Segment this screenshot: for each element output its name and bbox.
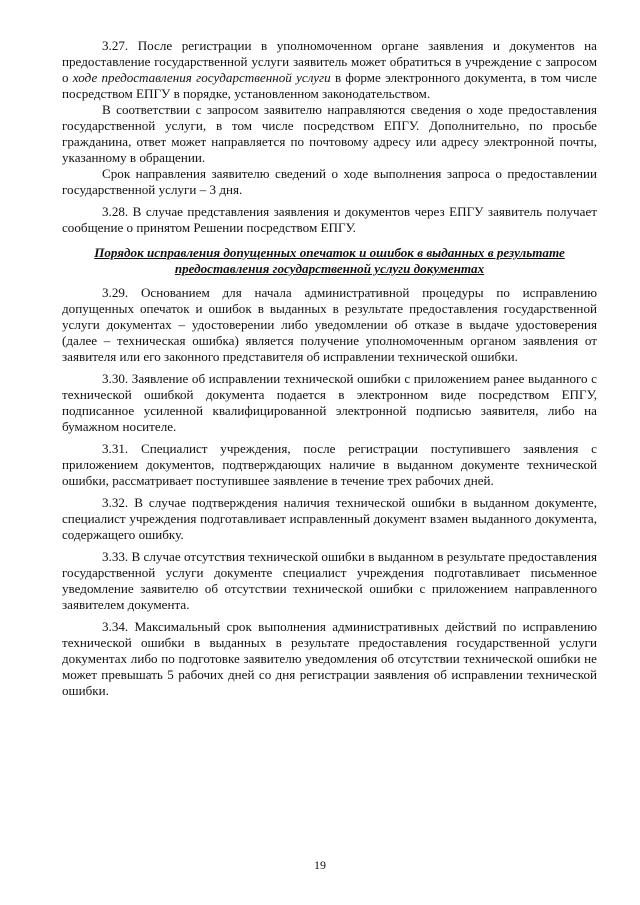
paragraph — [62, 371, 597, 435]
paragraph — [62, 495, 597, 543]
italic-text-segment: ходе предоставления государственной услуги — [72, 70, 331, 85]
paragraph — [62, 38, 597, 102]
page-number: 19 — [314, 858, 326, 872]
text-segment: 3.29. Основанием для начала административной процедуры по исправлению допущенных опечаток и ошибок в выданных в результате предоставления государственной услуги документах – удостоверении либо уведомлении об отказе в выдаче удостоверения (далее – техническая ошибка) является получение уполномоченным органом заявления от заявителя или его законного представителя об исправлении технической ошибки. — [62, 285, 597, 364]
paragraphs-before-heading — [62, 38, 597, 236]
section-heading: Порядок исправления допущенных опечаток и ошибок в выданных в результате предоставления государственной услуги документах — [94, 245, 565, 276]
text-segment: в форме электронного документа, в том числе посредством ЕПГУ в порядке, установленном законодательством. — [62, 70, 597, 101]
paragraph — [62, 204, 597, 236]
text-segment: 3.34. Максимальный срок выполнения административных действий по исправлению технической ошибки в выданных в результате предоставления государственной услуги документах либо по подготовке заявителю уведомления об отсутствии технической ошибки не может превышать 5 рабочих дней со дня регистрации заявления об исправлении технической ошибки. — [62, 619, 597, 698]
document-page — [62, 38, 597, 699]
text-segment: 3.28. В случае представления заявления и документов через ЕПГУ заявитель получает сообщение о принятом Решении посредством ЕПГУ. — [62, 204, 597, 235]
text-segment: В соответствии с запросом заявителю направляются сведения о ходе предоставления государственной услуги, в том числе посредством ЕПГУ. Дополнительно, по просьбе гражданина, ответ может направляется по почтовому адресу или адресу электронной почты, указанному в обращении. — [62, 102, 597, 165]
text-segment: 3.33. В случае отсутствия технической ошибки в выданном в результате предоставления государственной услуги документе специалист учреждения подготавливает письменное уведомление заявителю об отсутствии технической ошибки с приложением направленного заявителем документа. — [62, 549, 597, 612]
text-segment: 3.30. Заявление об исправлении технической ошибки с приложением ранее выданного с технической ошибкой документа подается в электронном виде посредством ЕПГУ, подписанное усиленной квалифицированной электронной подписью заявителя, либо на бумажном носителе. — [62, 371, 597, 434]
paragraph — [62, 166, 597, 198]
paragraph — [62, 549, 597, 613]
paragraphs-after-heading — [62, 285, 597, 699]
paragraph — [62, 619, 597, 699]
paragraph — [62, 285, 597, 365]
text-segment: 3.31. Специалист учреждения, после регистрации поступившего заявления с приложением документов, подтверждающих наличие в выданном документе технической ошибки, рассматривает поступившее заявление в течение трех рабочих дней. — [62, 441, 597, 488]
paragraph — [62, 441, 597, 489]
text-segment: 3.32. В случае подтверждения наличия технической ошибки в выданном документе, специалист учреждения подготавливает исправленный документ взамен выданного документа, содержащего ошибку. — [62, 495, 597, 542]
paragraph — [62, 102, 597, 166]
text-segment: 3.27. После регистрации в уполномоченном органе заявления и документов на предоставление государственной услуги заявитель может обратиться в учреждение с запросом о — [62, 38, 597, 85]
text-segment: Срок направления заявителю сведений о ходе выполнения запроса о предоставлении государственной услуги – 3 дня. — [62, 166, 597, 197]
